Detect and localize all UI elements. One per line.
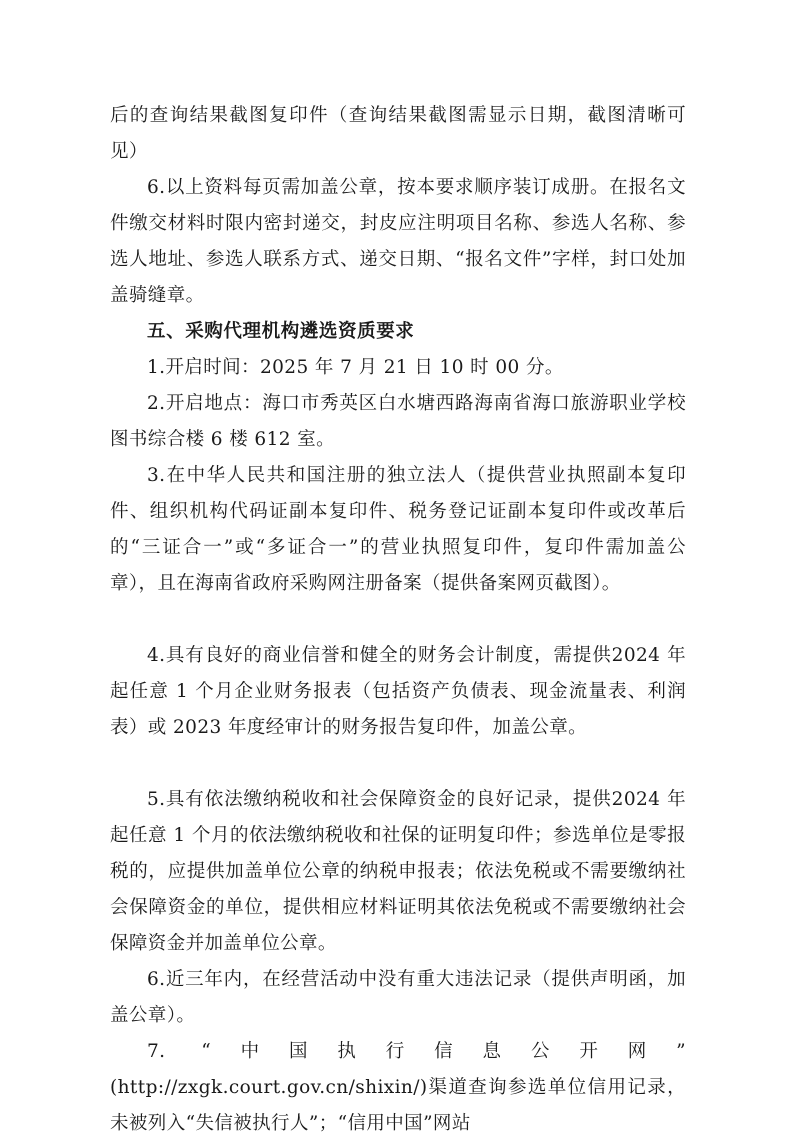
- paragraph-item-6-binding: 6.以上资料每页需加盖公章，按本要求顺序装订成册。在报名文件缴交材料时限内密封递交，封皮应注明项目名称、参选人名称、参选人地址、参选人联系方式、递交日期、“报名文件”字样，封口处加盖骑缝章。: [110, 177, 686, 306]
- paragraph-item-7-heading-line: 7. “中国执行信息公开网”: [147, 1041, 686, 1062]
- paragraph-item-5-tax: 5.具有依法缴纳税收和社会保障资金的良好记录，提供2024 年起任意 1 个月的依法缴纳税收和社保的证明复印件；参选单位是零报税的，应提供加盖单位公章的纳税申报表；依法免税或不需要缴纳社会保障资金的单位，提供相应材料证明其依法免税或不需要缴纳社会保障资金并加盖单位公章。: [110, 789, 686, 954]
- paragraph-item-3-legal-entity: 3.在中华人民共和国注册的独立法人（提供营业执照副本复印件、组织机构代码证副本复印件、税务登记证副本复印件或改革后的“三证合一”或“多证合一”的营业执照复印件，复印件需加盖公章），且在海南省政府采购网注册备案（提供备案网页截图）。: [110, 465, 686, 594]
- paragraph-item-1-open-time: 1.开启时间：2025 年 7 月 21 日 10 时 00 分。: [147, 357, 564, 378]
- paragraph-item-7-body: (http://zxgk.court.gov.cn/shixin/)渠道查询参选单位信用记录，未被列入“失信被执行人”；“信用中国”网站: [110, 1077, 686, 1134]
- paragraph-item-2-open-location: 2.开启地点：海口市秀英区白水塘西路海南省海口旅游职业学校图书综合楼 6 楼 612 室。: [110, 393, 686, 450]
- paragraph-item-4-financial: 4.具有良好的商业信誉和健全的财务会计制度，需提供2024 年起任意 1 个月企业财务报表（包括资产负债表、现金流量表、利润表）或 2023 年度经审计的财务报告复印件，加盖公章。: [110, 645, 686, 738]
- paragraph-continuation: 后的查询结果截图复印件（查询结果截图需显示日期，截图清晰可见）: [110, 105, 686, 162]
- section-heading-five: 五、采购代理机构遴选资质要求: [147, 321, 415, 342]
- paragraph-item-6-no-violation: 6.近三年内，在经营活动中没有重大违法记录（提供声明函，加盖公章）。: [110, 969, 686, 1026]
